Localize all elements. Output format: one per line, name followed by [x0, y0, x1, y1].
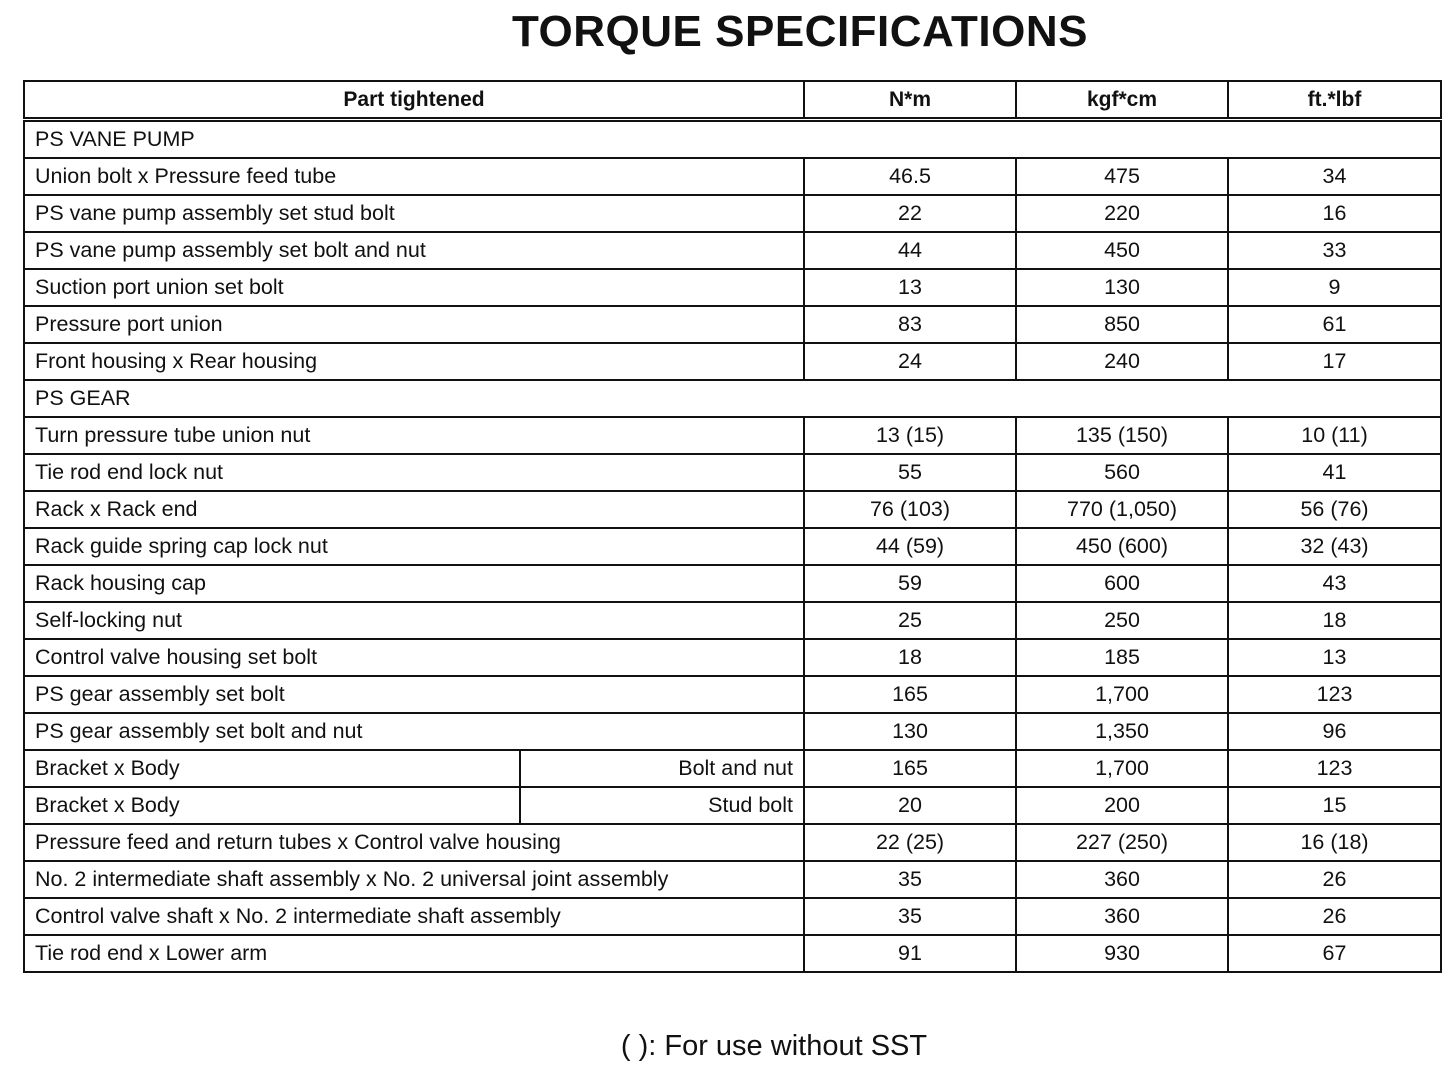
nm-cell: 13 (15) — [804, 417, 1016, 454]
nm-cell: 35 — [804, 861, 1016, 898]
kgfcm-cell: 227 (250) — [1016, 824, 1228, 861]
kgfcm-cell: 1,350 — [1016, 713, 1228, 750]
ftlbf-cell: 18 — [1228, 602, 1441, 639]
header-kgfcm: kgf*cm — [1016, 81, 1228, 120]
table-row — [24, 454, 1441, 491]
kgfcm-cell: 185 — [1016, 639, 1228, 676]
nm-cell: 13 — [804, 269, 1016, 306]
header-nm: N*m — [804, 81, 1016, 120]
ftlbf-cell: 10 (11) — [1228, 417, 1441, 454]
table-row — [24, 491, 1441, 528]
table-row — [24, 232, 1441, 269]
table-row — [24, 750, 1441, 787]
part-cell: PS vane pump assembly set stud bolt — [24, 195, 804, 232]
part-cell: Front housing x Rear housing — [24, 343, 804, 380]
ftlbf-cell: 123 — [1228, 750, 1441, 787]
ftlbf-cell: 41 — [1228, 454, 1441, 491]
table-row — [24, 158, 1441, 195]
part-cell: PS gear assembly set bolt and nut — [24, 713, 804, 750]
ftlbf-cell: 56 (76) — [1228, 491, 1441, 528]
part-cell: PS gear assembly set bolt — [24, 676, 804, 713]
part-cell: Bracket x Body — [24, 787, 520, 824]
part-sub-cell: Stud bolt — [520, 787, 804, 824]
section-title: PS VANE PUMP — [24, 120, 1441, 159]
part-cell: Rack guide spring cap lock nut — [24, 528, 804, 565]
table-row — [24, 602, 1441, 639]
footnote: ( ): For use without SST — [620, 1030, 928, 1062]
table-body — [24, 120, 1441, 973]
kgfcm-cell: 560 — [1016, 454, 1228, 491]
part-sub-cell: Bolt and nut — [520, 750, 804, 787]
ftlbf-cell: 96 — [1228, 713, 1441, 750]
part-cell: Control valve shaft x No. 2 intermediate shaft assembly — [24, 898, 804, 935]
table-row — [24, 306, 1441, 343]
header-part-tightened: Part tightened — [24, 81, 804, 120]
table-row — [24, 528, 1441, 565]
ftlbf-cell: 16 (18) — [1228, 824, 1441, 861]
table-row — [24, 343, 1441, 380]
ftlbf-cell: 67 — [1228, 935, 1441, 972]
ftlbf-cell: 26 — [1228, 861, 1441, 898]
section-row — [24, 380, 1441, 417]
nm-cell: 18 — [804, 639, 1016, 676]
nm-cell: 55 — [804, 454, 1016, 491]
table-row — [24, 676, 1441, 713]
nm-cell: 130 — [804, 713, 1016, 750]
part-cell: Control valve housing set bolt — [24, 639, 804, 676]
table-row — [24, 824, 1441, 861]
kgfcm-cell: 850 — [1016, 306, 1228, 343]
kgfcm-cell: 770 (1,050) — [1016, 491, 1228, 528]
nm-cell: 22 — [804, 195, 1016, 232]
nm-cell: 25 — [804, 602, 1016, 639]
part-cell: No. 2 intermediate shaft assembly x No. 2 universal joint assembly — [24, 861, 804, 898]
table-row — [24, 713, 1441, 750]
table-row — [24, 935, 1441, 972]
kgfcm-cell: 475 — [1016, 158, 1228, 195]
part-cell: Bracket x Body — [24, 750, 520, 787]
kgfcm-cell: 220 — [1016, 195, 1228, 232]
table-row — [24, 639, 1441, 676]
kgfcm-cell: 600 — [1016, 565, 1228, 602]
header-ftlbf: ft.*lbf — [1228, 81, 1441, 120]
part-cell: Union bolt x Pressure feed tube — [24, 158, 804, 195]
table-row — [24, 861, 1441, 898]
section-title: PS GEAR — [24, 380, 1441, 417]
table-row — [24, 195, 1441, 232]
part-cell: Pressure port union — [24, 306, 804, 343]
table-row — [24, 417, 1441, 454]
kgfcm-cell: 240 — [1016, 343, 1228, 380]
kgfcm-cell: 250 — [1016, 602, 1228, 639]
nm-cell: 83 — [804, 306, 1016, 343]
ftlbf-cell: 34 — [1228, 158, 1441, 195]
table-row — [24, 898, 1441, 935]
kgfcm-cell: 930 — [1016, 935, 1228, 972]
part-cell: Tie rod end x Lower arm — [24, 935, 804, 972]
part-cell: Rack x Rack end — [24, 491, 804, 528]
nm-cell: 22 (25) — [804, 824, 1016, 861]
kgfcm-cell: 360 — [1016, 898, 1228, 935]
nm-cell: 46.5 — [804, 158, 1016, 195]
table-row — [24, 565, 1441, 602]
kgfcm-cell: 360 — [1016, 861, 1228, 898]
header-row — [24, 81, 1441, 120]
part-cell: Tie rod end lock nut — [24, 454, 804, 491]
part-cell: Turn pressure tube union nut — [24, 417, 804, 454]
nm-cell: 44 — [804, 232, 1016, 269]
ftlbf-cell: 16 — [1228, 195, 1441, 232]
ftlbf-cell: 43 — [1228, 565, 1441, 602]
nm-cell: 165 — [804, 750, 1016, 787]
nm-cell: 35 — [804, 898, 1016, 935]
page-title: TORQUE SPECIFICATIONS — [511, 7, 1089, 56]
ftlbf-cell: 33 — [1228, 232, 1441, 269]
kgfcm-cell: 130 — [1016, 269, 1228, 306]
nm-cell: 59 — [804, 565, 1016, 602]
table-row — [24, 787, 1441, 824]
nm-cell: 24 — [804, 343, 1016, 380]
nm-cell: 20 — [804, 787, 1016, 824]
part-cell: PS vane pump assembly set bolt and nut — [24, 232, 804, 269]
ftlbf-cell: 17 — [1228, 343, 1441, 380]
table-row — [24, 269, 1441, 306]
nm-cell: 44 (59) — [804, 528, 1016, 565]
ftlbf-cell: 9 — [1228, 269, 1441, 306]
part-cell: Suction port union set bolt — [24, 269, 804, 306]
kgfcm-cell: 200 — [1016, 787, 1228, 824]
ftlbf-cell: 61 — [1228, 306, 1441, 343]
ftlbf-cell: 15 — [1228, 787, 1441, 824]
ftlbf-cell: 13 — [1228, 639, 1441, 676]
kgfcm-cell: 135 (150) — [1016, 417, 1228, 454]
torque-spec-table — [23, 80, 1442, 973]
kgfcm-cell: 1,700 — [1016, 750, 1228, 787]
nm-cell: 76 (103) — [804, 491, 1016, 528]
part-cell: Self-locking nut — [24, 602, 804, 639]
ftlbf-cell: 26 — [1228, 898, 1441, 935]
ftlbf-cell: 123 — [1228, 676, 1441, 713]
section-row — [24, 120, 1441, 159]
kgfcm-cell: 450 — [1016, 232, 1228, 269]
ftlbf-cell: 32 (43) — [1228, 528, 1441, 565]
part-cell: Pressure feed and return tubes x Control valve housing — [24, 824, 804, 861]
part-cell: Rack housing cap — [24, 565, 804, 602]
nm-cell: 91 — [804, 935, 1016, 972]
kgfcm-cell: 1,700 — [1016, 676, 1228, 713]
nm-cell: 165 — [804, 676, 1016, 713]
kgfcm-cell: 450 (600) — [1016, 528, 1228, 565]
